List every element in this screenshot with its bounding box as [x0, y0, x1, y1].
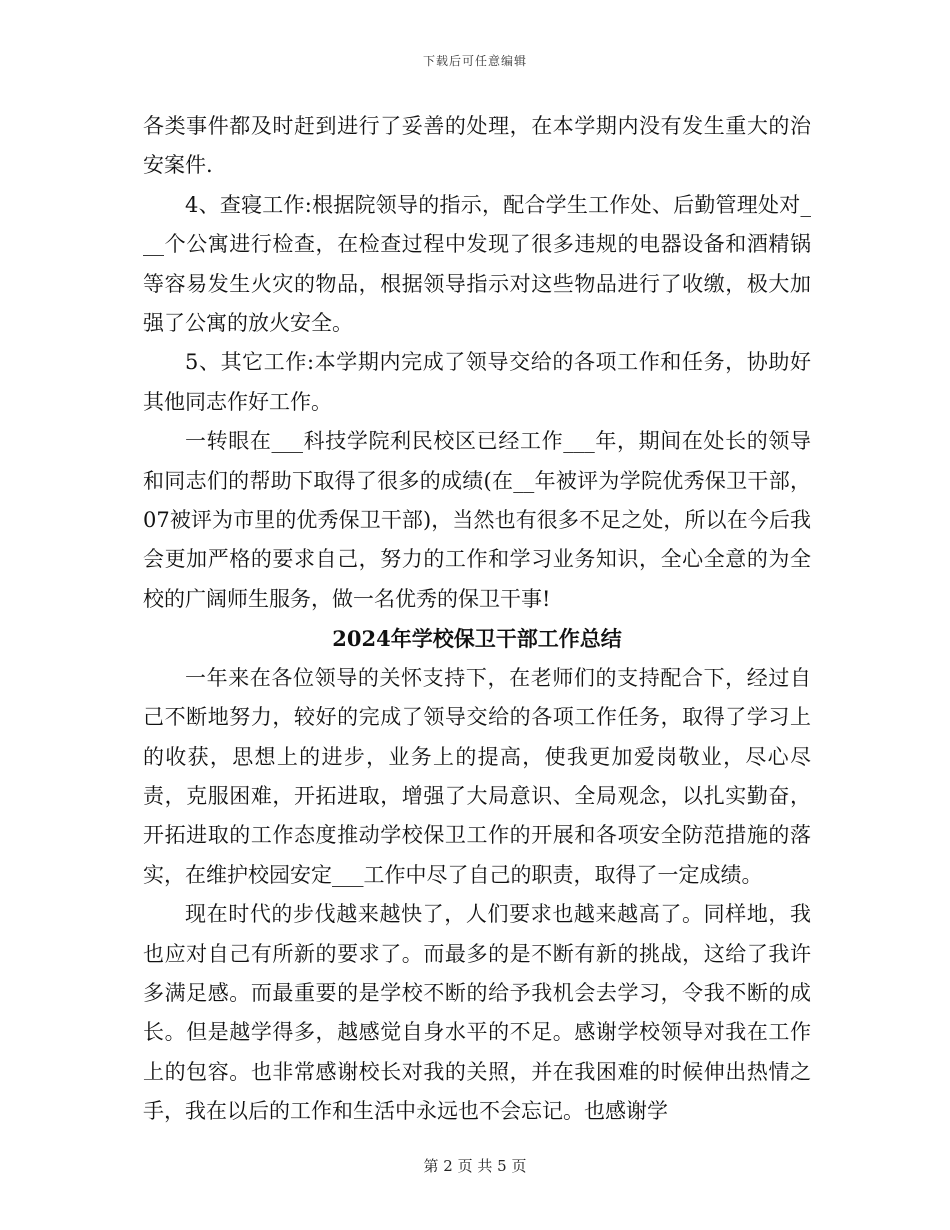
paragraph: 5、其它工作:本学期内完成了领导交给的各项工作和任务，协助好其他同志作好工作。 — [143, 350, 811, 414]
section-title: 2024年学校保卫干部工作总结 — [332, 626, 622, 652]
paragraph: 一年来在各位领导的关怀支持下，在老师们的支持配合下，经过自己不断地努力，较好的完成了领导交给的各项工作任务，取得了学习上的收获，思想上的进步，业务上的提高，使我更加爱岗敬业，尽心尽责，克服困难，开拓进取，增强了大局意识、全局观念，以扎实勤奋，开拓进取的工作态度推动学校保卫工作的开展和各项安全防范措施的落实，在维护校园安定___工作中尽了自己的职责，取得了一定成绩。 — [143, 665, 811, 887]
page-number: 第 2 页 共 5 页 — [423, 1157, 527, 1175]
page-header-note: 下载后可任意编辑 — [422, 54, 527, 68]
document-body — [143, 107, 811, 1132]
paragraph: 4、查寝工作:根据院领导的指示，配合学生工作处、后勤管理处对___个公寓进行检查，在检查过程中发现了很多违规的电器设备和酒精锅等容易发生火灾的物品，根据领导指示对这些物品进行了收缴，极大加强了公寓的放火安全。 — [143, 192, 811, 336]
paragraph: 一转眼在___科技学院利民校区已经工作___年，期间在处长的领导和同志们的帮助下取得了很多的成绩(在__年被评为学院优秀保卫干部，07被评为市里的优秀保卫干部)，当然也有很多不足之处，所以在今后我会更加严格的要求自己，努力的工作和学习业务知识，全心全意的为全校的广阔师生服务，做一名优秀的保卫干事! — [143, 429, 811, 611]
paragraph: 各类事件都及时赶到进行了妥善的处理，在本学期内没有发生重大的治安案件. — [143, 114, 811, 178]
paragraph: 现在时代的步伐越来越快了，人们要求也越来越高了。同样地，我也应对自己有所新的要求了。而最多的是不断有新的挑战，这给了我许多满足感。而最重要的是学校不断的给予我机会去学习，令我不断的成长。但是越学得多，越感觉自身水平的不足。感谢学校领导对我在工作上的包容。也非常感谢校长对我的关照，并在我困难的时候伸出热情之手，我在以后的工作和生活中永远也不会忘记。也感谢学 — [143, 902, 811, 1124]
